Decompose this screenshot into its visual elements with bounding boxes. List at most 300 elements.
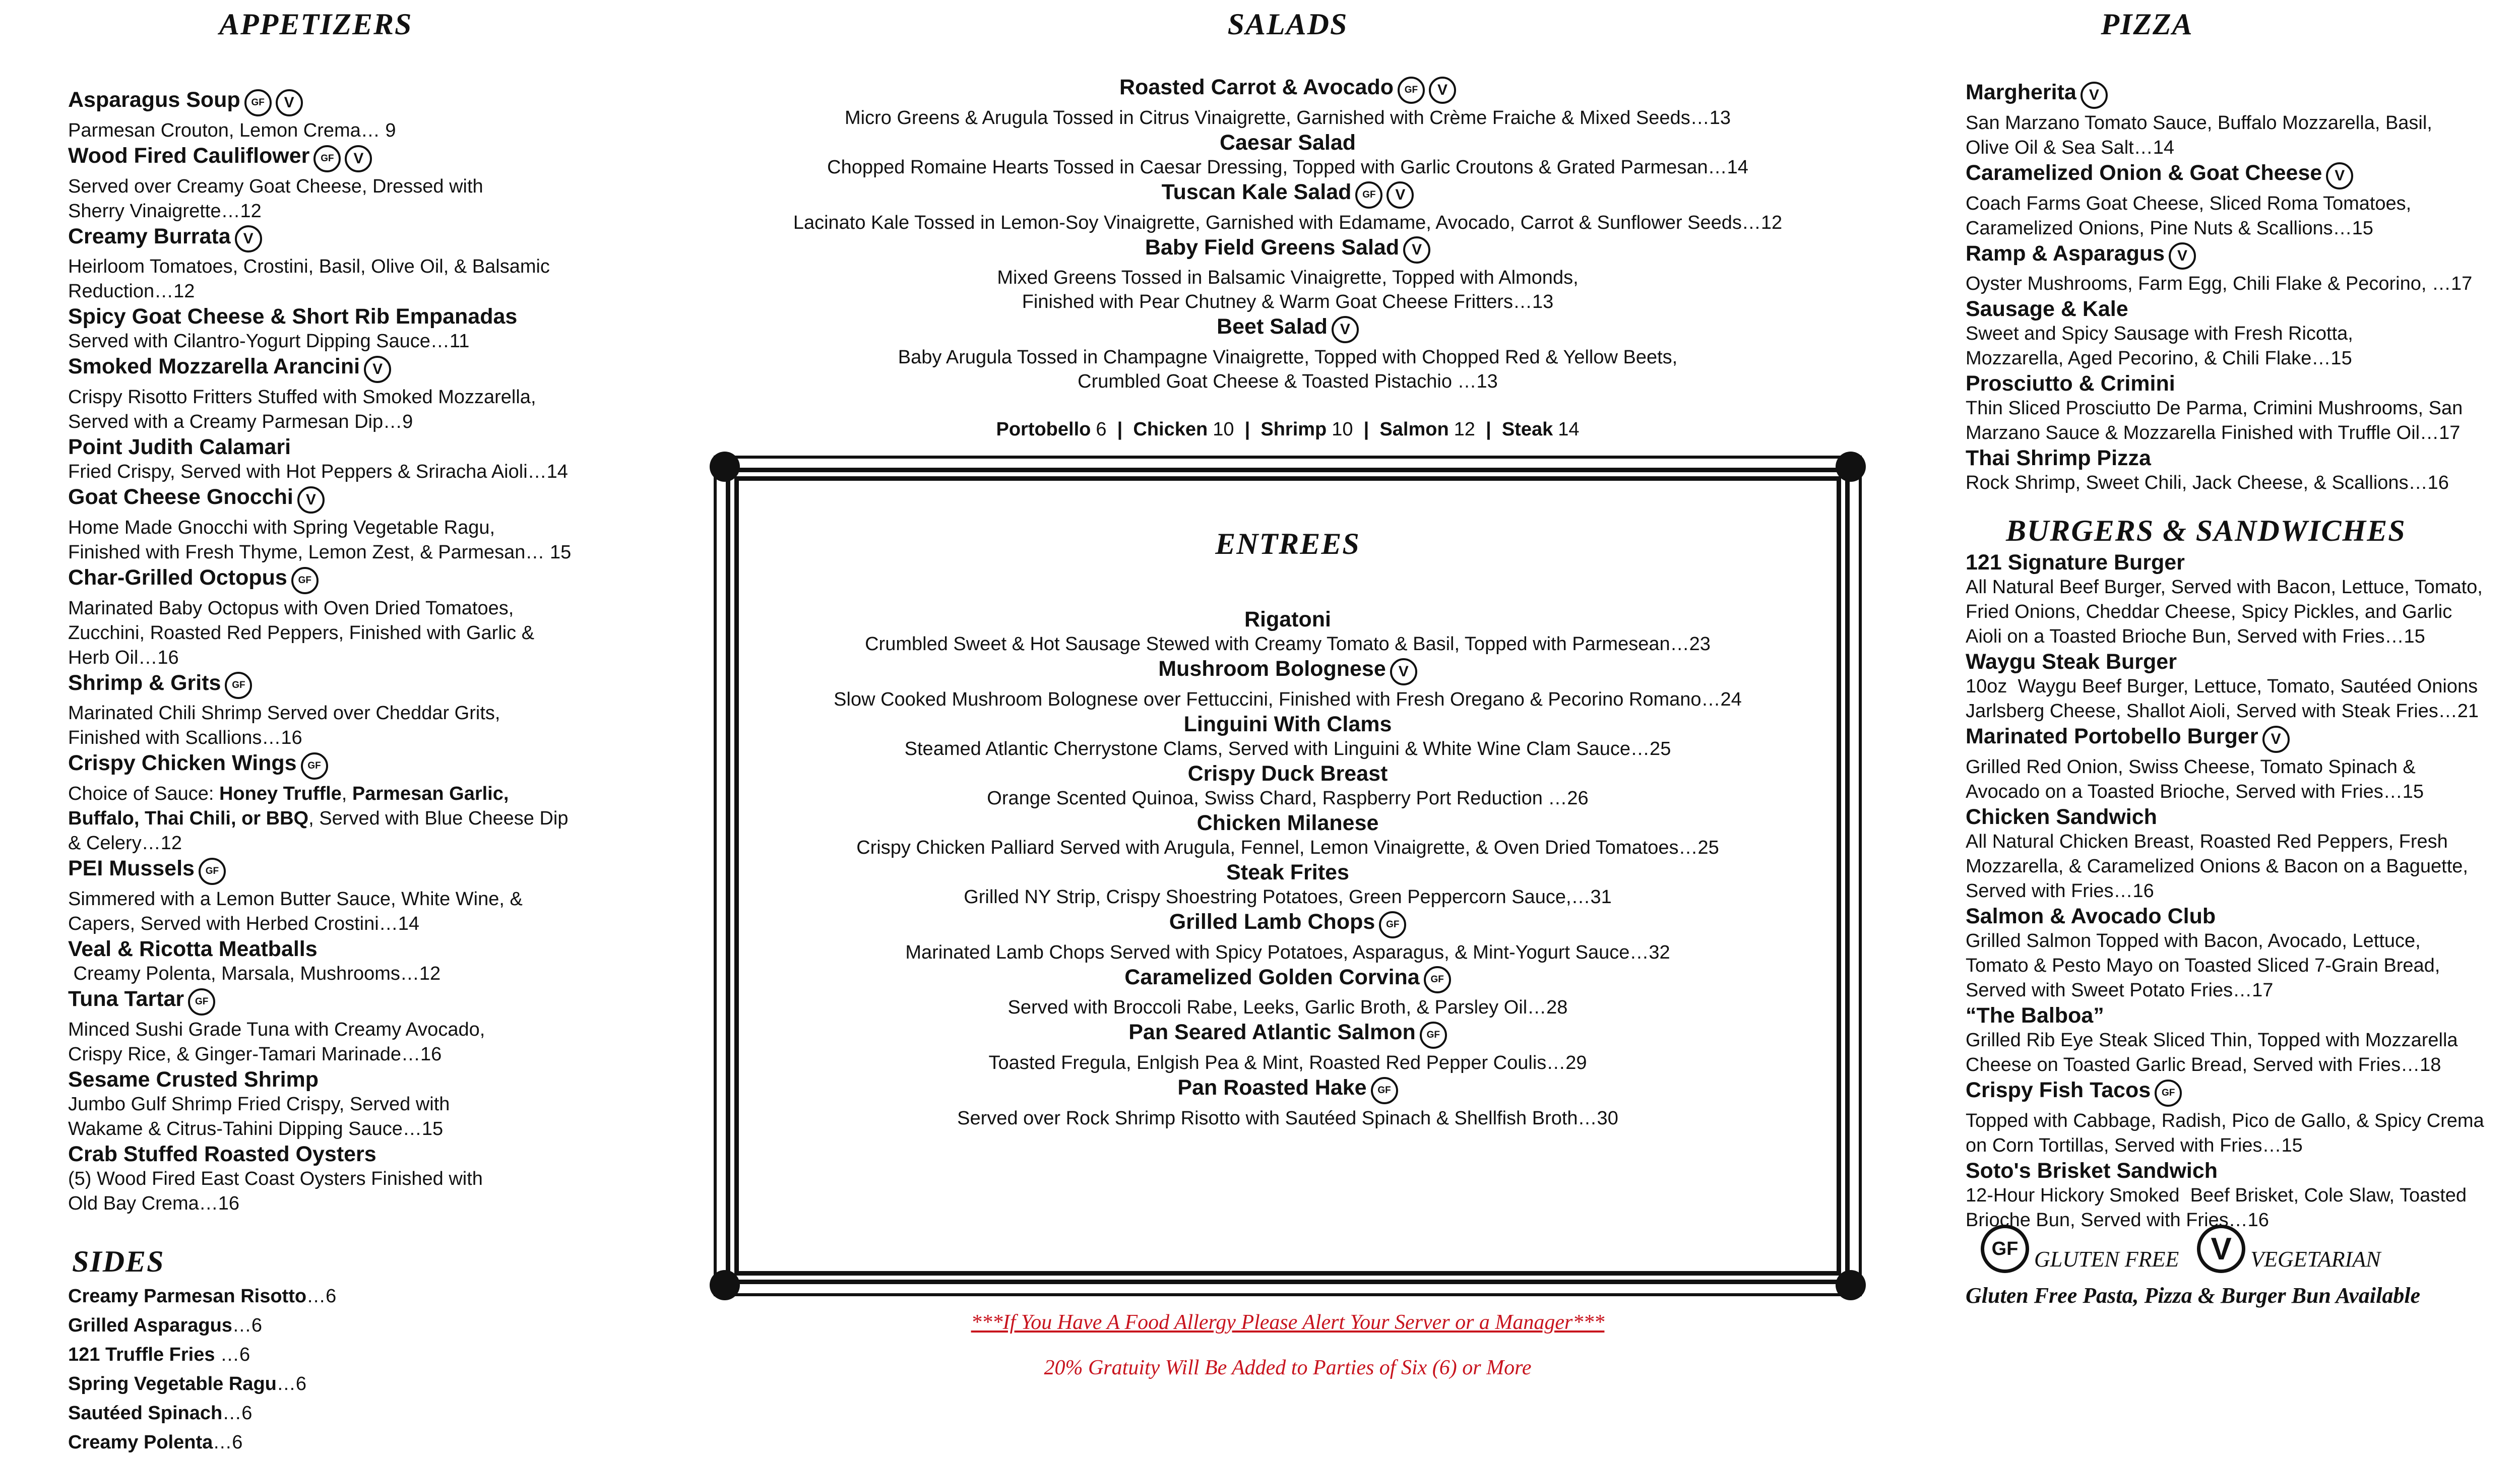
allergy-notice: ***If You Have A Food Allergy Please Alert Your Server or a Manager***: [971, 1311, 1605, 1334]
side-item: [68, 1340, 658, 1369]
menu-item: [68, 224, 658, 304]
menu-item: [716, 179, 1860, 235]
menu-item-description: 10oz Waygu Beef Burger, Lettuce, Tomato, Sautéed Onions: [1966, 676, 2478, 698]
menu-item-description: (5) Wood Fired East Coast Oysters Finished with: [68, 1168, 483, 1189]
menu-item: [739, 761, 1837, 810]
menu-item-name: Margherita: [1966, 80, 2076, 104]
menu-item: [68, 354, 658, 434]
gluten-free-icon: GF: [1371, 1077, 1398, 1104]
menu-item-header: [1966, 80, 2520, 111]
menu-item: [68, 565, 658, 670]
menu-item-description: Crumbled Sweet & Hot Sausage Stewed with Creamy Tomato & Basil, Topped with Parmesean…23: [865, 634, 1711, 655]
menu-item-name: Linguini With Clams: [1183, 712, 1392, 736]
menu-item-description: Crumbled Goat Cheese & Toasted Pistachio …13: [1078, 371, 1498, 393]
addon-price: 10: [1213, 419, 1234, 440]
menu-item-name: Soto's Brisket Sandwich: [1966, 1158, 2218, 1183]
salad-addons: [716, 419, 1860, 440]
gluten-free-icon: GF: [313, 145, 341, 172]
menu-item: [68, 143, 658, 224]
menu-item-name: Tuscan Kale Salad: [1161, 179, 1352, 204]
menu-item-description: Minced Sushi Grade Tuna with Creamy Avocado,: [68, 1019, 485, 1040]
vegetarian-icon: V: [276, 89, 303, 116]
menu-item: [1966, 241, 2520, 297]
menu-item-name: Spicy Goat Cheese & Short Rib Empanadas: [68, 304, 518, 329]
vegetarian-icon: V: [2197, 1225, 2245, 1273]
menu-item-description: Topped with Cabbage, Radish, Pico de Gallo, & Spicy Crema: [1966, 1110, 2484, 1131]
vegetarian-label: VEGETARIAN: [2250, 1246, 2381, 1272]
side-item-name: Creamy Parmesan Risotto: [68, 1285, 307, 1307]
menu-item-name: Salmon & Avocado Club: [1966, 904, 2216, 929]
menu-item: [68, 434, 658, 484]
menu-item-description: Marinated Baby Octopus with Oven Dried Tomatoes,: [68, 597, 514, 619]
sauce-option: Buffalo, Thai Chili, or BBQ: [68, 808, 309, 830]
vegetarian-icon: V: [2262, 726, 2290, 753]
addon-separator: |: [1234, 419, 1261, 440]
menu-item-description: Brioche Bun, Served with Fries…16: [1966, 1209, 2269, 1231]
vegetarian-icon: V: [1387, 181, 1414, 209]
menu-item: [739, 712, 1837, 761]
menu-item: [68, 1142, 658, 1216]
side-item-price: …6: [215, 1344, 250, 1365]
menu-item-name: “The Balboa”: [1966, 1003, 2104, 1028]
left-column: [68, 0, 658, 1457]
menu-item-header: [68, 224, 658, 255]
menu-item: [1966, 649, 2520, 724]
menu-item-description: Old Bay Crema…16: [68, 1192, 240, 1214]
menu-item-description: Fried Crispy, Served with Hot Peppers & Sriracha Aioli…14: [68, 461, 568, 483]
gluten-free-icon: GF: [188, 988, 215, 1016]
menu-item-name: Wood Fired Cauliflower: [68, 143, 310, 168]
menu-item-header: [1966, 296, 2520, 322]
vegetarian-icon: V: [364, 356, 391, 383]
menu-item-name: Chicken Sandwich: [1966, 805, 2157, 830]
menu-item-description: All Natural Chicken Breast, Roasted Red Peppers, Fresh: [1966, 831, 2448, 853]
menu-item-description: Cheese on Toasted Garlic Bread, Served with Fries…18: [1966, 1054, 2441, 1076]
menu-item: [68, 936, 658, 986]
vegetarian-icon: V: [1332, 316, 1359, 343]
menu-item-header: [1966, 241, 2520, 272]
vegetarian-icon: V: [235, 225, 262, 252]
menu-item-description: Creamy Polenta, Marsala, Mushrooms…12: [68, 963, 441, 984]
appetizers-title: APPETIZERS: [219, 8, 413, 41]
menu-item-description: Tomato & Pesto Mayo on Toasted Sliced 7-Grain Bread,: [1966, 955, 2440, 977]
menu-item-name: Point Judith Calamari: [68, 435, 291, 460]
menu-item-name: Caramelized Onion & Goat Cheese: [1966, 160, 2322, 185]
menu-item: [1966, 1078, 2520, 1158]
menu-item: [1966, 550, 2520, 649]
menu-item-name: Caesar Salad: [1219, 130, 1356, 155]
menu-item: [68, 304, 658, 354]
menu-item-name: Prosciutto & Crimini: [1966, 371, 2175, 396]
gluten-free-icon: GF: [1420, 1022, 1447, 1049]
gluten-free-icon: GF: [199, 858, 226, 885]
side-item-price: …6: [213, 1431, 243, 1453]
menu-item-description: Olive Oil & Sea Salt…14: [1966, 137, 2174, 158]
menu-item-description: Sherry Vinaigrette…12: [68, 200, 262, 222]
menu-item-description: Grilled Red Onion, Swiss Cheese, Tomato Spinach &: [1966, 756, 2416, 778]
addon-name: Chicken: [1133, 419, 1208, 440]
menu-item: [739, 1075, 1837, 1130]
dietary-legend: [1981, 1225, 2399, 1273]
menu-item-description: Finished with Fresh Thyme, Lemon Zest, & Parmesan… 15: [68, 541, 572, 563]
menu-item-header: [1966, 1078, 2520, 1109]
frame-ornament: [710, 1270, 740, 1300]
menu-item: [1966, 804, 2520, 904]
menu-item-header: [716, 314, 1860, 345]
burgers-title: BURGERS & SANDWICHES: [2006, 514, 2406, 548]
addon-price: 6: [1096, 419, 1107, 440]
menu-item-header: [739, 810, 1837, 836]
menu-item: [739, 965, 1837, 1020]
menu-item-description: Served over Rock Shrimp Risotto with Sautéed Spinach & Shellfish Broth…30: [957, 1107, 1618, 1129]
menu-item-description: Baby Arugula Tossed in Champagne Vinaigrette, Topped with Chopped Red & Yellow Beets,: [898, 347, 1678, 368]
vegetarian-icon: V: [1429, 77, 1456, 104]
gluten-free-icon: GF: [1981, 1225, 2029, 1273]
menu-item-header: [716, 179, 1860, 211]
addon-separator: |: [1353, 419, 1380, 440]
menu-item: [716, 75, 1860, 130]
menu-item-header: [68, 986, 658, 1018]
menu-item-description: Served with Sweet Potato Fries…17: [1966, 980, 2274, 1001]
menu-item-header: [739, 860, 1837, 885]
description-text: , Served with Blue Cheese Dip: [308, 808, 569, 830]
menu-item-name: Steak Frites: [1226, 860, 1349, 884]
menu-item-description: Grilled Salmon Topped with Bacon, Avocado, Lettuce,: [1966, 930, 2421, 952]
gluten-free-icon: GF: [2155, 1080, 2182, 1107]
menu-item-description: Capers, Served with Herbed Crostini…14: [68, 913, 419, 934]
menu-item-description: Simmered with a Lemon Butter Sauce, White Wine, &: [68, 888, 523, 910]
menu-item: [1966, 371, 2520, 446]
sauce-option: Parmesan Garlic,: [352, 783, 509, 805]
menu-item-description: Steamed Atlantic Cherrystone Clams, Served with Linguini & White Wine Clam Sauce…25: [904, 738, 1671, 759]
menu-item: [716, 235, 1860, 314]
menu-item-header: [1966, 904, 2520, 929]
menu-item-description: Mozzarella, & Caramelized Onions & Bacon on a Baguette,: [1966, 856, 2468, 877]
right-column: [1966, 0, 2520, 1233]
menu-item: [68, 484, 658, 565]
menu-item-description: Crispy Chicken Palliard Served with Arugula, Fennel, Lemon Vinaigrette, & Oven Dried Tomatoes…25: [856, 837, 1719, 858]
menu-item-description: Lacinato Kale Tossed in Lemon-Soy Vinaigrette, Garnished with Edamame, Avocado, Carrot & Sunflower Seeds…12: [793, 212, 1783, 233]
menu-item: [68, 750, 658, 856]
menu-item-name: Pan Seared Atlantic Salmon: [1128, 1020, 1416, 1045]
menu-item-header: [68, 565, 658, 596]
menu-item-description: San Marzano Tomato Sauce, Buffalo Mozzarella, Basil,: [1966, 112, 2432, 134]
vegetarian-icon: V: [2169, 242, 2196, 270]
menu-item-description: on Corn Tortillas, Served with Fries…15: [1966, 1134, 2303, 1156]
appetizers-list: [68, 87, 658, 1216]
menu-item-name: Caramelized Golden Corvina: [1124, 965, 1420, 989]
menu-item-header: [1966, 371, 2520, 396]
menu-item-header: [716, 130, 1860, 155]
side-item-name: Creamy Polenta: [68, 1431, 213, 1453]
salads-list: [716, 75, 1860, 394]
menu-item-description: Caramelized Onions, Pine Nuts & Scallions…15: [1966, 217, 2373, 239]
side-item-name: Grilled Asparagus: [68, 1314, 232, 1336]
menu-item-description: Crispy Rice, & Ginger-Tamari Marinade…16: [68, 1043, 442, 1065]
menu-item-header: [1966, 550, 2520, 575]
menu-item-name: Baby Field Greens Salad: [1145, 235, 1400, 260]
menu-item: [716, 130, 1860, 179]
menu-item-description: Mozzarella, Aged Pecorino, & Chili Flake…15: [1966, 348, 2352, 369]
menu-item-description: All Natural Beef Burger, Served with Bacon, Lettuce, Tomato,: [1966, 577, 2483, 598]
menu-item: [1966, 724, 2520, 804]
addon-separator: |: [1475, 419, 1502, 440]
menu-item-name: Tuna Tartar: [68, 986, 184, 1011]
description-text: Choice of Sauce:: [68, 783, 219, 805]
entrees-title: ENTREES: [1215, 527, 1360, 560]
menu-item-description: 12-Hour Hickory Smoked Beef Brisket, Cole Slaw, Toasted: [1966, 1184, 2467, 1206]
menu-item-description: Parmesan Crouton, Lemon Crema… 9: [68, 119, 396, 141]
frame-ornament: [1836, 1270, 1866, 1300]
addon-price: 14: [1558, 419, 1580, 440]
menu-item-description: Marinated Chili Shrimp Served over Cheddar Grits,: [68, 703, 500, 724]
vegetarian-icon: V: [297, 486, 325, 514]
menu-item: [716, 314, 1860, 394]
menu-item-header: [739, 1020, 1837, 1051]
side-item-price: …6: [222, 1402, 253, 1424]
frame-ornament: [710, 452, 740, 482]
menu-item: [1966, 1158, 2520, 1233]
menu-item: [68, 1067, 658, 1142]
side-item: [68, 1282, 658, 1311]
menu-item-header: [716, 75, 1860, 106]
menu-item-name: Waygu Steak Burger: [1966, 650, 2177, 674]
menu-item-header: [739, 965, 1837, 996]
menu-item-description: Heirloom Tomatoes, Crostini, Basil, Olive Oil, & Balsamic: [68, 256, 550, 278]
menu-item: [739, 607, 1837, 656]
salads-title: SALADS: [1227, 8, 1348, 41]
menu-item-header: [68, 670, 658, 702]
middle-column: [716, 0, 1860, 440]
gluten-free-icon: GF: [1398, 77, 1425, 104]
menu-item-description: Grilled NY Strip, Crispy Shoestring Potatoes, Green Peppercorn Sauce,…31: [964, 886, 1612, 908]
gluten-free-icon: GF: [225, 672, 252, 699]
menu-item-name: Thai Shrimp Pizza: [1966, 446, 2151, 471]
menu-item-header: [739, 761, 1837, 786]
menu-item-name: Ramp & Asparagus: [1966, 241, 2165, 266]
side-item: [68, 1428, 658, 1457]
vegetarian-icon: V: [1390, 658, 1417, 685]
menu-item-header: [68, 936, 658, 962]
menu-item-description: Toasted Fregula, Enlgish Pea & Mint, Roasted Red Pepper Coulis…29: [988, 1052, 1587, 1074]
menu-item-description: Served with Broccoli Rabe, Leeks, Garlic Broth, & Parsley Oil…28: [1007, 997, 1568, 1019]
menu-item-name: Creamy Burrata: [68, 224, 231, 248]
menu-item: [68, 986, 658, 1067]
gluten-free-icon: GF: [301, 752, 328, 780]
menu-item-name: Asparagus Soup: [68, 88, 240, 112]
menu-item-header: [1966, 649, 2520, 674]
menu-item-name: Crispy Fish Tacos: [1966, 1078, 2151, 1103]
menu-item: [739, 810, 1837, 860]
menu-item: [1966, 904, 2520, 1003]
addon-price: 10: [1332, 419, 1353, 440]
menu-item-header: [68, 354, 658, 385]
addon-name: Steak: [1501, 419, 1553, 440]
menu-item-name: Beet Salad: [1217, 314, 1328, 339]
menu-item-name: Char-Grilled Octopus: [68, 565, 287, 590]
vegetarian-icon: V: [2081, 82, 2108, 109]
menu-item-description: Served with a Creamy Parmesan Dip…9: [68, 411, 413, 433]
menu-item-header: [1966, 724, 2520, 755]
menu-item-header: [739, 607, 1837, 632]
gratuity-notice: 20% Gratuity Will Be Added to Parties of Six (6) or More: [1044, 1356, 1532, 1379]
gluten-free-icon: GF: [1355, 181, 1382, 209]
menu-item-description: Marinated Lamb Chops Served with Spicy Potatoes, Asparagus, & Mint-Yogurt Sauce…32: [905, 941, 1670, 963]
menu-item: [1966, 296, 2520, 371]
menu-item-description: Thin Sliced Prosciutto De Parma, Crimini Mushrooms, San: [1966, 398, 2463, 419]
menu-item-description: Jumbo Gulf Shrimp Fried Crispy, Served with: [68, 1093, 450, 1115]
pizza-list: [1966, 80, 2520, 495]
menu-item-description: Served with Cilantro-Yogurt Dipping Sauce…11: [68, 331, 470, 352]
menu-item-header: [68, 484, 658, 516]
menu-item-description: Zucchini, Roasted Red Peppers, Finished with Garlic &: [68, 622, 535, 644]
side-item: [68, 1399, 658, 1428]
vegetarian-icon: V: [2326, 162, 2353, 189]
sauce-option: Honey Truffle: [219, 783, 342, 805]
side-item-name: Sautéed Spinach: [68, 1402, 223, 1424]
vegetarian-icon: V: [1403, 236, 1430, 264]
menu-item-name: Crispy Chicken Wings: [68, 751, 297, 776]
menu-item-header: [739, 656, 1837, 687]
side-item: [68, 1369, 658, 1399]
menu-item-description: Grilled Rib Eye Steak Sliced Thin, Topped with Mozzarella: [1966, 1030, 2458, 1051]
side-item-name: Spring Vegetable Ragu: [68, 1373, 277, 1395]
menu-item-header: [68, 434, 658, 460]
menu-item-name: 121 Signature Burger: [1966, 550, 2185, 575]
menu-item-header: [68, 304, 658, 329]
menu-item-header: [68, 750, 658, 782]
menu-item-name: Marinated Portobello Burger: [1966, 724, 2258, 749]
menu-item: [1966, 160, 2520, 241]
side-item: [68, 1311, 658, 1340]
gluten-free-label: GLUTEN FREE: [2034, 1246, 2179, 1272]
menu-item-description: Sweet and Spicy Sausage with Fresh Ricotta,: [1966, 323, 2353, 345]
menu-item: [1966, 446, 2520, 495]
menu-item-description: Micro Greens & Arugula Tossed in Citrus Vinaigrette, Garnished with Crème Fraiche & Mixed Seeds…13: [845, 107, 1731, 129]
menu-item-name: Grilled Lamb Chops: [1169, 909, 1375, 934]
menu-item-description: Finished with Pear Chutney & Warm Goat Cheese Fritters…13: [1022, 291, 1554, 313]
sides-title: SIDES: [72, 1244, 165, 1278]
menu-item-name: Shrimp & Grits: [68, 670, 221, 695]
menu-item-name: Crispy Duck Breast: [1187, 761, 1388, 786]
menu-item-header: [1966, 1158, 2520, 1183]
menu-item-name: Pan Roasted Hake: [1177, 1075, 1367, 1100]
menu-item: [1966, 80, 2520, 160]
addon-price: 12: [1454, 419, 1475, 440]
menu-item-description: Wakame & Citrus-Tahini Dipping Sauce…15: [68, 1118, 444, 1139]
description-text: ,: [341, 783, 352, 805]
menu-item: [68, 856, 658, 936]
gluten-free-icon: GF: [1424, 966, 1451, 993]
menu-item-description: Mixed Greens Tossed in Balsamic Vinaigrette, Topped with Almonds,: [997, 267, 1579, 289]
entrees-frame: [726, 468, 1850, 1284]
menu-item: [68, 87, 658, 143]
menu-item-header: [739, 1075, 1837, 1106]
menu-item-header: [716, 235, 1860, 266]
menu-item: [1966, 1003, 2520, 1078]
menu-item-description: Avocado on a Toasted Brioche, Served with Fries…15: [1966, 781, 2424, 803]
menu-item-name: PEI Mussels: [68, 856, 195, 881]
menu-item-name: Rigatoni: [1244, 607, 1331, 631]
frame-ornament: [1836, 452, 1866, 482]
menu-item-header: [68, 856, 658, 887]
menu-item-name: Chicken Milanese: [1196, 810, 1379, 835]
menu-item-description: Orange Scented Quinoa, Swiss Chard, Raspberry Port Reduction …26: [987, 787, 1589, 809]
menu-item-description: Fried Onions, Cheddar Cheese, Spicy Pickles, and Garlic: [1966, 601, 2452, 623]
addon-name: Portobello: [996, 419, 1091, 440]
addon-separator: |: [1106, 419, 1133, 440]
menu-item-description: Oyster Mushrooms, Farm Egg, Chili Flake & Pecorino, …17: [1966, 273, 2473, 295]
gluten-free-note: Gluten Free Pasta, Pizza & Burger Bun Available: [1966, 1283, 2421, 1308]
menu-item-description: Aioli on a Toasted Brioche Bun, Served with Fries…15: [1966, 626, 2425, 648]
menu-item-name: Mushroom Bolognese: [1158, 657, 1386, 681]
menu-item-description: Slow Cooked Mushroom Bolognese over Fettuccini, Finished with Fresh Oregano & Pecorino Romano…24: [834, 688, 1742, 710]
menu-item-header: [68, 1142, 658, 1167]
menu-item-description: Served with Fries…16: [1966, 880, 2154, 902]
gluten-free-icon: GF: [1379, 911, 1406, 938]
menu-item-description: Herb Oil…16: [68, 647, 179, 668]
menu-item-description: Coach Farms Goat Cheese, Sliced Roma Tomatoes,: [1966, 193, 2412, 214]
menu-item-name: Roasted Carrot & Avocado: [1119, 75, 1394, 99]
gluten-free-icon: GF: [244, 89, 272, 116]
menu-item-description: Reduction…12: [68, 281, 195, 302]
menu-item-header: [1966, 160, 2520, 192]
addon-name: Salmon: [1379, 419, 1449, 440]
menu-item: [739, 656, 1837, 712]
side-item-price: …6: [232, 1314, 263, 1336]
sides-list: [68, 1282, 658, 1457]
menu-item-header: [1966, 446, 2520, 471]
menu-item: [68, 670, 658, 751]
gluten-free-icon: GF: [291, 567, 319, 594]
menu-item: [739, 860, 1837, 909]
menu-item-header: [739, 909, 1837, 940]
menu-item-header: [68, 1067, 658, 1092]
menu-item-description: Rock Shrimp, Sweet Chili, Jack Cheese, & Scallions…16: [1966, 472, 2449, 494]
menu-item-name: Veal & Ricotta Meatballs: [68, 936, 318, 961]
menu-item-header: [68, 87, 658, 118]
menu-item-description: Finished with Scallions…16: [68, 727, 302, 749]
menu-item-name: Goat Cheese Gnocchi: [68, 485, 293, 510]
menu-item-description: Crispy Risotto Fritters Stuffed with Smoked Mozzarella,: [68, 387, 536, 408]
menu-item-description: [68, 782, 658, 806]
menu-item-header: [1966, 804, 2520, 830]
side-item-name: 121 Truffle Fries: [68, 1344, 215, 1365]
menu-item-description: Marzano Sauce & Mozzarella Finished with Truffle Oil…17: [1966, 422, 2461, 444]
vegetarian-icon: V: [345, 145, 372, 172]
menu-item-description: [68, 806, 658, 831]
side-item-price: …6: [306, 1285, 337, 1307]
menu-item-header: [739, 712, 1837, 737]
menu-item-description: Home Made Gnocchi with Spring Vegetable Ragu,: [68, 517, 495, 538]
menu-item-description: Served over Creamy Goat Cheese, Dressed with: [68, 175, 483, 197]
entrees-list: [739, 607, 1837, 1130]
menu-item-description: Chopped Romaine Hearts Tossed in Caesar Dressing, Topped with Garlic Croutons & Grated Parmesan…14: [827, 156, 1748, 178]
addon-name: Shrimp: [1261, 419, 1327, 440]
menu-item: [739, 1020, 1837, 1075]
menu-item-header: [1966, 1003, 2520, 1028]
menu-item-name: Crab Stuffed Roasted Oysters: [68, 1142, 376, 1166]
menu-item-header: [68, 143, 658, 174]
menu-item: [739, 909, 1837, 965]
menu-item-name: Smoked Mozzarella Arancini: [68, 354, 360, 379]
side-item-price: …6: [276, 1373, 307, 1395]
menu-item-name: Sesame Crusted Shrimp: [68, 1067, 319, 1092]
burgers-list: [1966, 550, 2520, 1233]
menu-item-description: & Celery…12: [68, 833, 182, 854]
menu-item-name: Sausage & Kale: [1966, 297, 2128, 322]
pizza-title: PIZZA: [2101, 8, 2193, 41]
